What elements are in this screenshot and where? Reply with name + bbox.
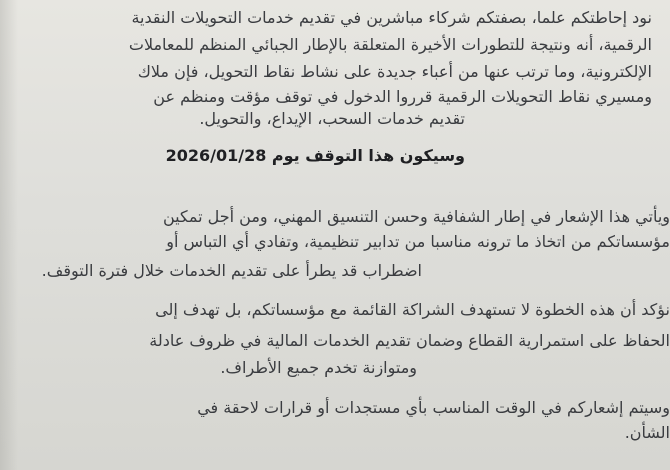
paragraph-3-line-1: نؤكد أن هذه الخطوة لا تستهدف الشراكة القائمة مع مؤسساتكم، بل تهدف إلى (155, 300, 670, 319)
suspension-date-line: وسيكون هذا التوقف يوم 2026/01/28 (165, 146, 465, 165)
paragraph-2-line-3: اضطراب قد يطرأ على تقديم الخدمات خلال فترة التوقف. (41, 261, 422, 280)
paragraph-4-line-2: الشأن. (624, 423, 670, 442)
paragraph-2-line-2: مؤسساتكم من اتخاذ ما ترونه مناسبا من تدابير تنظيمية، وتفادي أي التباس أو (166, 232, 670, 251)
paragraph-1-line-4: ومسيري نقاط التحويلات الرقمية قرروا الدخول في توقف مؤقت ومنظم عن (153, 87, 652, 106)
page-shadow (0, 0, 18, 470)
paragraph-1-line-1: نود إحاطتكم علما، بصفتكم شركاء مباشرين في تقديم خدمات التحويلات النقدية (131, 8, 652, 27)
paragraph-1-line-2: الرقمية، أنه ونتيجة للتطورات الأخيرة المتعلقة بالإطار الجبائي المنظم للمعاملات (128, 35, 652, 54)
paragraph-1-line-5: تقديم خدمات السحب، الإيداع، والتحويل. (199, 109, 465, 128)
paragraph-2-line-1: ويأتي هذا الإشعار في إطار الشفافية وحسن التنسيق المهني، ومن أجل تمكين (163, 207, 670, 226)
paragraph-1-line-3: الإلكترونية، وما ترتب عنها من أعباء جديدة على نشاط نقاط التحويل، فإن ملاك (137, 62, 652, 81)
paragraph-4-line-1: وسيتم إشعاركم في الوقت المناسب بأي مستجدات أو قرارات لاحقة في (197, 398, 670, 417)
paragraph-3-line-3: ومتوازنة تخدم جميع الأطراف. (220, 358, 417, 377)
paragraph-3-line-2: الحفاظ على استمرارية القطاع وضمان تقديم الخدمات المالية في ظروف عادلة (149, 331, 670, 350)
